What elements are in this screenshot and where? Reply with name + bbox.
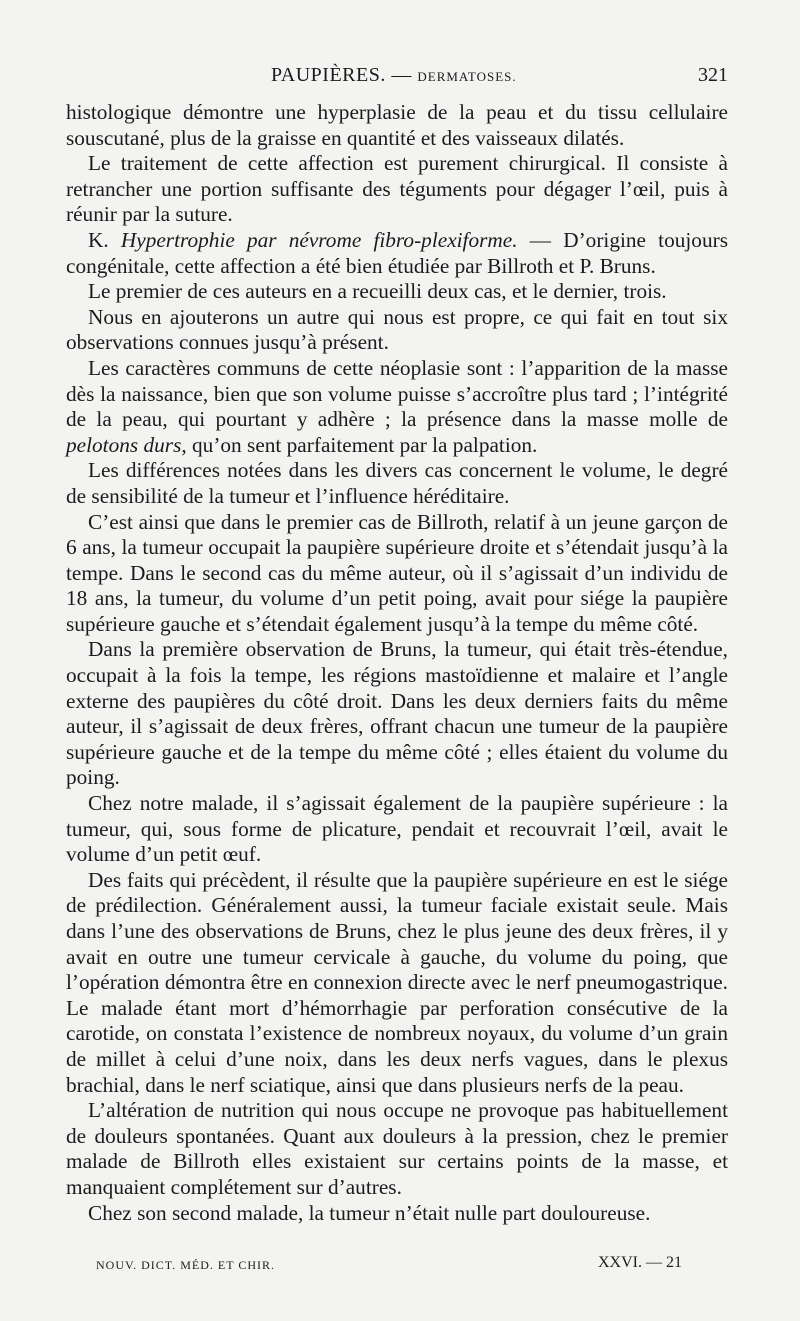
header-subtitle: DERMATOSES. — [417, 69, 517, 84]
paragraph-text: Des faits qui précèdent, il résulte que la paupière supérieure en est le siége de prédilection. Généralement aussi, la tumeur faciale existait seule. Mais dans l’une des observations de Bruns, chez le plus jeune des deux frères, il y avait en outre une tumeur cervicale à gauche, du volume du poing, que l’opération démontra être en connexion directe avec le nerf pneumogastrique. Le malade étant mort d’hémorrhagie par perforation consécutive de la carotide, on constata l’existence de nombreux noyaux, du volume d’un grain de millet à celui d’une noix, dans les deux nerfs vagues, dans le plexus brachial, dans le nerf sciatique, ainsi que dans plusieurs nerfs de la peau. — [66, 867, 728, 1097]
paragraph — [66, 458, 728, 509]
paragraph-text: Le traitement de cette affection est purement chirurgical. Il consiste à retrancher une portion suffisante des téguments pour dégager l’œil, puis à réunir par la suture. — [66, 151, 728, 227]
paragraph-text: C’est ainsi que dans le premier cas de Billroth, relatif à un jeune garçon de 6 ans, la tumeur occupait la paupière supérieure droite et s’étendait jusqu’à la tempe. Dans le second cas du même auteur, où il s’agissait d’un individu de 18 ans, la tumeur, du volume d’un petit poing, avait pour siége la paupière supérieure gauche et s’étendait également jusqu’à la tempe du même côté. — [66, 509, 728, 636]
section-label: K. — [88, 227, 121, 252]
header-title-main: PAUPIÈRES. — — [271, 64, 418, 86]
paragraph — [66, 791, 728, 868]
paragraph — [66, 279, 728, 305]
page-body — [66, 100, 728, 1226]
paragraph-text: Nous en ajouterons un autre qui nous est propre, ce qui fait en tout six observations connues jusqu’à présent. — [66, 304, 728, 355]
paragraph-text: L’altération de nutrition qui nous occupe ne provoque pas habituellement de douleurs spontanées. Quant aux douleurs à la pression, chez le premier malade de Billroth elles existaient sur certains points de la masse, et manquaient complétement sur d’autres. — [66, 1098, 728, 1199]
footer-signature: NOUV. DICT. MÉD. ET CHIR. — [96, 1258, 276, 1272]
paragraph-text: histologique démontre une hyperplasie de la peau et du tissu cellulaire souscutané, plus de la graisse en quantité et des vaisseaux dilatés. — [66, 100, 728, 150]
paragraph — [66, 637, 728, 791]
paragraph — [66, 305, 728, 356]
page-footer — [96, 1254, 682, 1278]
paragraph — [66, 868, 728, 1098]
header-title — [271, 64, 517, 87]
paragraph-text: Les différences notées dans les divers cas concernent le volume, le degré de sensibilité de la tumeur et l’influence héréditaire. — [66, 458, 728, 508]
paragraph-text: Le premier de ces auteurs en a recueilli deux cas, et le dernier, trois. — [88, 279, 667, 304]
paragraph — [66, 356, 728, 458]
paragraph-text: Dans la première observation de Bruns, la tumeur, qui était très-étendue, occupait à la fois la tempe, les régions mastoïdienne et malaire et l’angle externe des paupières du côté droit. Dans les deux derniers faits du même auteur, il s’agissait de deux frères, offrant chacun une tumeur de la paupière supérieure gauche et de la tempe du même côté ; elles étaient du volume du poing. — [66, 637, 728, 790]
section-title: Hypertrophie par névrome fibro-plexiforme. — [120, 227, 518, 252]
paragraph — [66, 510, 728, 638]
paragraph-text: Chez notre malade, il s’agissait également de la paupière supérieure : la tumeur, qui, sous forme de plicature, pendait et recouvrait l’œil, avait le volume d’un petit œuf. — [66, 791, 728, 867]
paragraph — [66, 151, 728, 228]
paragraph — [66, 100, 728, 151]
running-header — [66, 64, 728, 92]
paragraph-text: Les caractères communs de cette néoplasie sont : l’apparition de la masse dès la naissance, bien que son volume puisse s’accroître plus tard ; l’intégrité de la peau, qui pourtant y adhère ; la présence dans la masse molle de — [66, 355, 728, 432]
paragraph — [66, 228, 728, 279]
footer-sheet-mark: XXVI. — 21 — [598, 1254, 682, 1271]
page-number: 321 — [698, 64, 728, 86]
paragraph-text: , qu’on sent parfaitement par la palpation. — [181, 432, 538, 457]
paragraph — [66, 1098, 728, 1200]
paragraph — [66, 1201, 728, 1227]
paragraph-text: Chez son second malade, la tumeur n’était nulle part douloureuse. — [88, 1200, 651, 1225]
paragraph-text: — D’origine toujours congénitale, cette affection a été bien étudiée par Billroth et P. Bruns. — [66, 227, 728, 278]
italic-term: pelotons durs — [66, 432, 182, 457]
